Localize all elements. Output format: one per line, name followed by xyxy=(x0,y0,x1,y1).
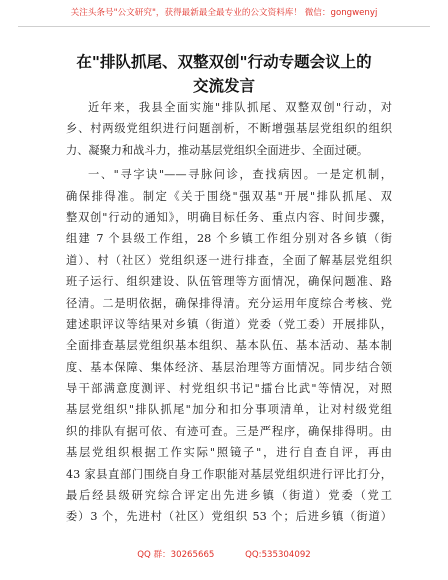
body-line: 一、"寻字诀"——寻脉问诊，查找病因。一是定机制， xyxy=(88,168,392,182)
body-line: 近年来，我县全面实施"排队抓尾、双整双创"行动，对 xyxy=(88,101,392,114)
document-body xyxy=(66,97,392,528)
body-line: 度、基本保障、集体经济、基层治理等方面情况。同步结合领 xyxy=(66,360,392,374)
title-line-1: 在"排队抓尾、双整双创"行动专题会议上的 xyxy=(76,53,372,71)
body-line: 建述职评议等结果对乡镇（街道）党委（党工委）开展排队， xyxy=(66,317,392,331)
body-line: 确保排得准。制定《关于围绕"强双基"开展"排队抓尾、双 xyxy=(66,189,392,203)
body-line: 最后经县级研究综合评定出先进乡镇（街道）党委（党工 xyxy=(66,489,392,503)
body-line: 径清。二是明依据，确保排得清。充分运用年度综合考核、党 xyxy=(66,296,392,310)
body-line: 基层党组织"排队抓尾"加分和扣分事项清单，让对村级党组 xyxy=(66,403,392,417)
title-line-2: 交流发言 xyxy=(192,77,255,95)
body-line: 织的排队有据可依、有迹可查。三是严程序，确保排得明。由 xyxy=(66,424,392,438)
page-footer xyxy=(0,548,448,560)
header-divider xyxy=(18,26,430,27)
top-banner: 关注头条号"公文研究"，获得最新最全最专业的公文资料库！ 微信：gongwenyj xyxy=(70,8,378,18)
body-line: 力、凝聚力和战斗力，推动基层党组织全面进步、全面过硬。 xyxy=(66,143,369,157)
body-line: 整双创"行动的通知》，明确目标任务、重点内容、时间步骤， xyxy=(66,210,392,224)
footer-qq: QQ:535304092 xyxy=(245,550,311,560)
body-line: 乡、村两级党组织进行问题剖析，不断增强基层党组织的组织 xyxy=(66,122,392,136)
body-line: 全面排查基层党组织基本组织、基本队伍、基本活动、基本制 xyxy=(66,339,392,353)
document-title xyxy=(40,50,408,98)
body-line: 班子运行、组织建设、队伍管理等方面情况，确保问题准、路 xyxy=(66,275,392,289)
body-line: 43 家县直部门围绕自身工作职能对基层党组织进行评比打分， xyxy=(66,467,392,481)
body-line: 基层党组织根据工作实际"照镜子"，进行自查自评，再由 xyxy=(66,446,392,460)
body-line: 导干部满意度测评、村党组织书记"擂台比武"等情况，对照 xyxy=(66,382,392,396)
body-line: 委）3 个，先进村（社区）党组织 53 个；后进乡镇（街道） xyxy=(66,510,392,524)
body-line: 组建 7 个县级工作组，28 个乡镇工作组分别对各乡镇（街 xyxy=(66,232,392,246)
footer-qq-group: QQ 群：30265665 xyxy=(137,550,215,560)
body-line: 道）、村（社区）党组织逐一进行排查，全面了解基层党组织 xyxy=(66,253,392,267)
